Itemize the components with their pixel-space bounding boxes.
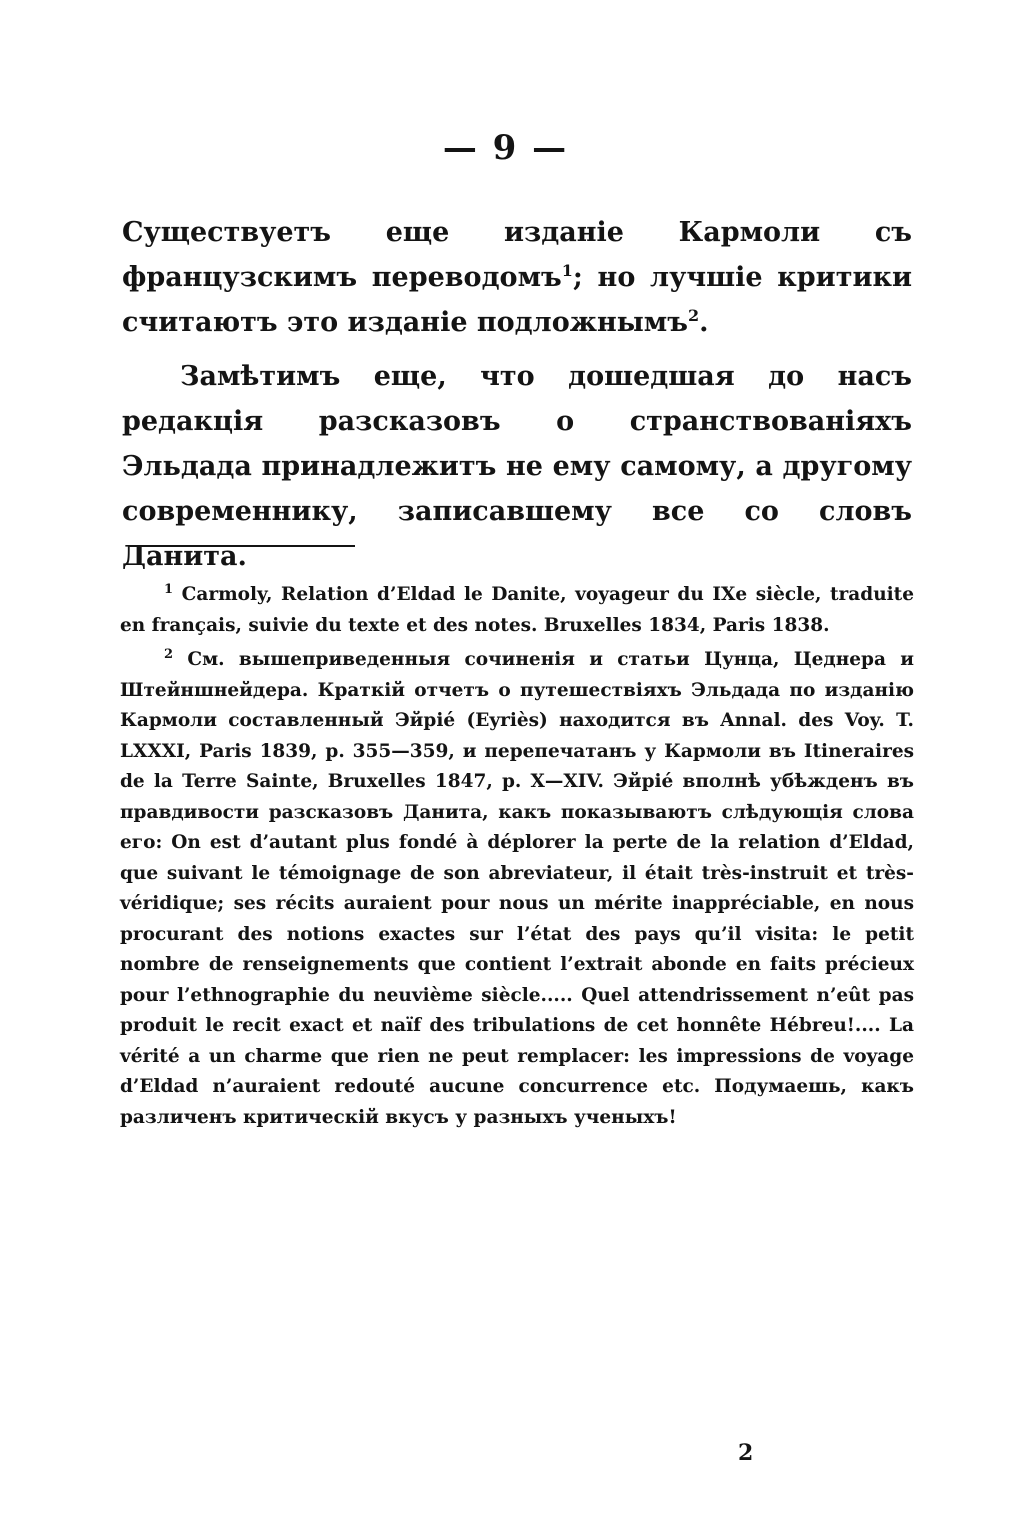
- footnotes: [120, 580, 914, 1137]
- footnote-1-mark: 1: [164, 581, 174, 597]
- page-number-header: — 9 —: [442, 128, 569, 168]
- paragraph-1-text-a: Существуетъ еще изданіе Кармоли съ французскимъ переводомъ: [122, 217, 912, 293]
- main-paragraph-2: Замѣтимъ еще, что дошедшая до насъ редакція разсказовъ о странствованіяхъ Эльдада принадлежитъ не ему самому, а другому современнику, записавшему все со словъ Данита.: [122, 361, 912, 572]
- footnote-1: [120, 580, 914, 641]
- footnote-ref-2: 2: [687, 306, 700, 325]
- signature-mark: 2: [738, 1440, 754, 1466]
- main-paragraph-1: [122, 210, 912, 345]
- footnote-2: [120, 645, 914, 1133]
- footnote-2-mark: 2: [164, 646, 174, 662]
- paragraph-1-text-b: ; но лучшіе критики считаютъ это изданіе подложнымъ: [122, 262, 912, 338]
- footnote-2-text: См. вышеприведенныя сочиненія и статьи Цунца, Цеднера и Штейншнейдера. Краткій отчетъ о путешествіяхъ Эльдада по изданію Кармоли составленный Эйріé (Eyriès) находится въ Annal. des Voy. T. LXXXI, Paris 1839, p. 355—359, и перепечатанъ у Кармоли въ Itineraires de la Terre Sainte, Bruxelles 1847, p. X—XIV. Эйріé вполнѣ убѣжденъ въ правдивости разсказовъ Данита, какъ показываютъ слѣдующія слова его: On est d’autant plus fondé à déplorer la perte de la relation d’Eldad, que suivant le témoignage de son abreviateur, il était très-instruit et très-véridique; ses récits auraient pour nous un mérite inappréciable, en nous procurant des notions exactes sur l’état des pays qu’il visita: le petit nombre de renseignements que contient l’extrait abonde en faits précieux pour l’ethnographie du neuvième siècle..... Quel attendrissement n’eût pas produit le recit exact et naïf des tribulations de cet honnête Hébreu!.... La vérité a un charme que rien ne peut remplacer: les impressions de voyage d’Eldad n’auraient redouté aucune concurrence etc. Подумаешь, какъ различенъ критическій вкусъ у разныхъ ученыхъ!: [120, 649, 914, 1128]
- paragraph-1-text-c: .: [699, 307, 709, 338]
- footnote-1-text: Carmoly, Relation d’Eldad le Danite, voyageur du IXe siècle, traduite en français, suivie du texte et des notes. Bruxelles 1834, Paris 1838.: [120, 584, 914, 636]
- footnote-separator: [128, 545, 355, 547]
- footnote-ref-1: 1: [561, 261, 573, 280]
- main-text: [122, 210, 912, 588]
